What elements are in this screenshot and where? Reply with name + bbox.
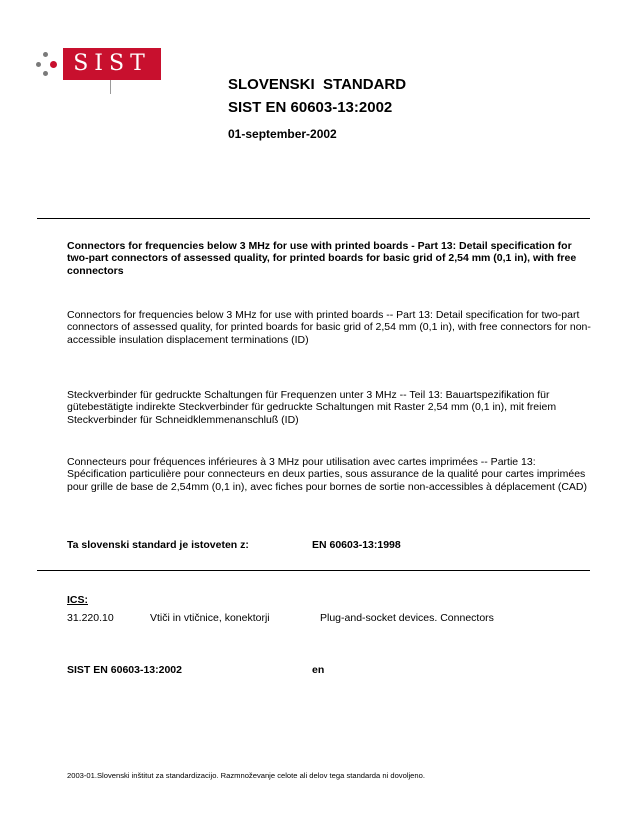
ics-label: ICS: [67,594,88,606]
logo-dot [43,52,48,57]
identical-label: Ta slovenski standard je istoveten z: [67,539,249,551]
footer-copyright: 2003-01.Slovenski inštitut za standardizacijo. Razmnoževanje celote ali delov tega standarda ni dovoljeno. [67,771,425,780]
standard-number: SIST EN 60603-13:2002 [228,99,393,116]
identical-value: EN 60603-13:1998 [312,539,401,551]
logo-rule [110,80,111,94]
logo-dot [36,62,41,67]
document-language: en [312,664,325,676]
sist-logo [36,48,186,94]
ics-code: 31.220.10 [67,612,114,624]
logo-dot-accent [50,61,57,68]
standard-type: SLOVENSKI STANDARD [228,76,407,93]
logo-wordmark: SIST [63,48,161,80]
divider-top [37,218,590,219]
logo-dot [43,71,48,76]
publication-date: 01-september-2002 [228,127,337,141]
ics-description-en: Plug-and-socket devices. Connectors [320,612,494,624]
divider-bottom [37,570,590,571]
main-title: Connectors for frequencies below 3 MHz for use with printed boards - Part 13: Detail specification for two-part connectors of assessed quality, for printed boards for basic grid of 2,54 mm (0,1 in), with free connectors [67,240,577,277]
title-english: Connectors for frequencies below 3 MHz for use with printed boards -- Part 13: Detail specification for two-part connectors of assessed quality, for printed boards for basic grid of 2,54 mm (0,1 in), with free connectors for non-accessible insulation displacement terminations (ID) [67,309,591,346]
document-id: SIST EN 60603-13:2002 [67,664,182,676]
title-french: Connecteurs pour fréquences inférieures à 3 MHz pour utilisation avec cartes imprimées -- Partie 13: Spécification particulière pour connecteurs en deux parties, sous assurance de la qualité pour cartes imprimées pour grille de base de 2,54mm (0,1 in), avec fiches pour bornes de sortie non-accessibles à déplacement (CAD) [67,456,588,493]
ics-description-sl: Vtiči in vtičnice, konektorji [150,612,270,624]
title-german: Steckverbinder für gedruckte Schaltungen für Frequenzen unter 3 MHz -- Teil 13: Bauartspezifikation für gütebestätigte indirekte Steckverbinder für gedruckte Schaltungen mit Raster 2,54 mm (0,1 in), mit freiem Steckverbinder für Schneidklemmenanschluß (ID) [67,389,557,426]
logo-dots-icon [36,48,62,78]
